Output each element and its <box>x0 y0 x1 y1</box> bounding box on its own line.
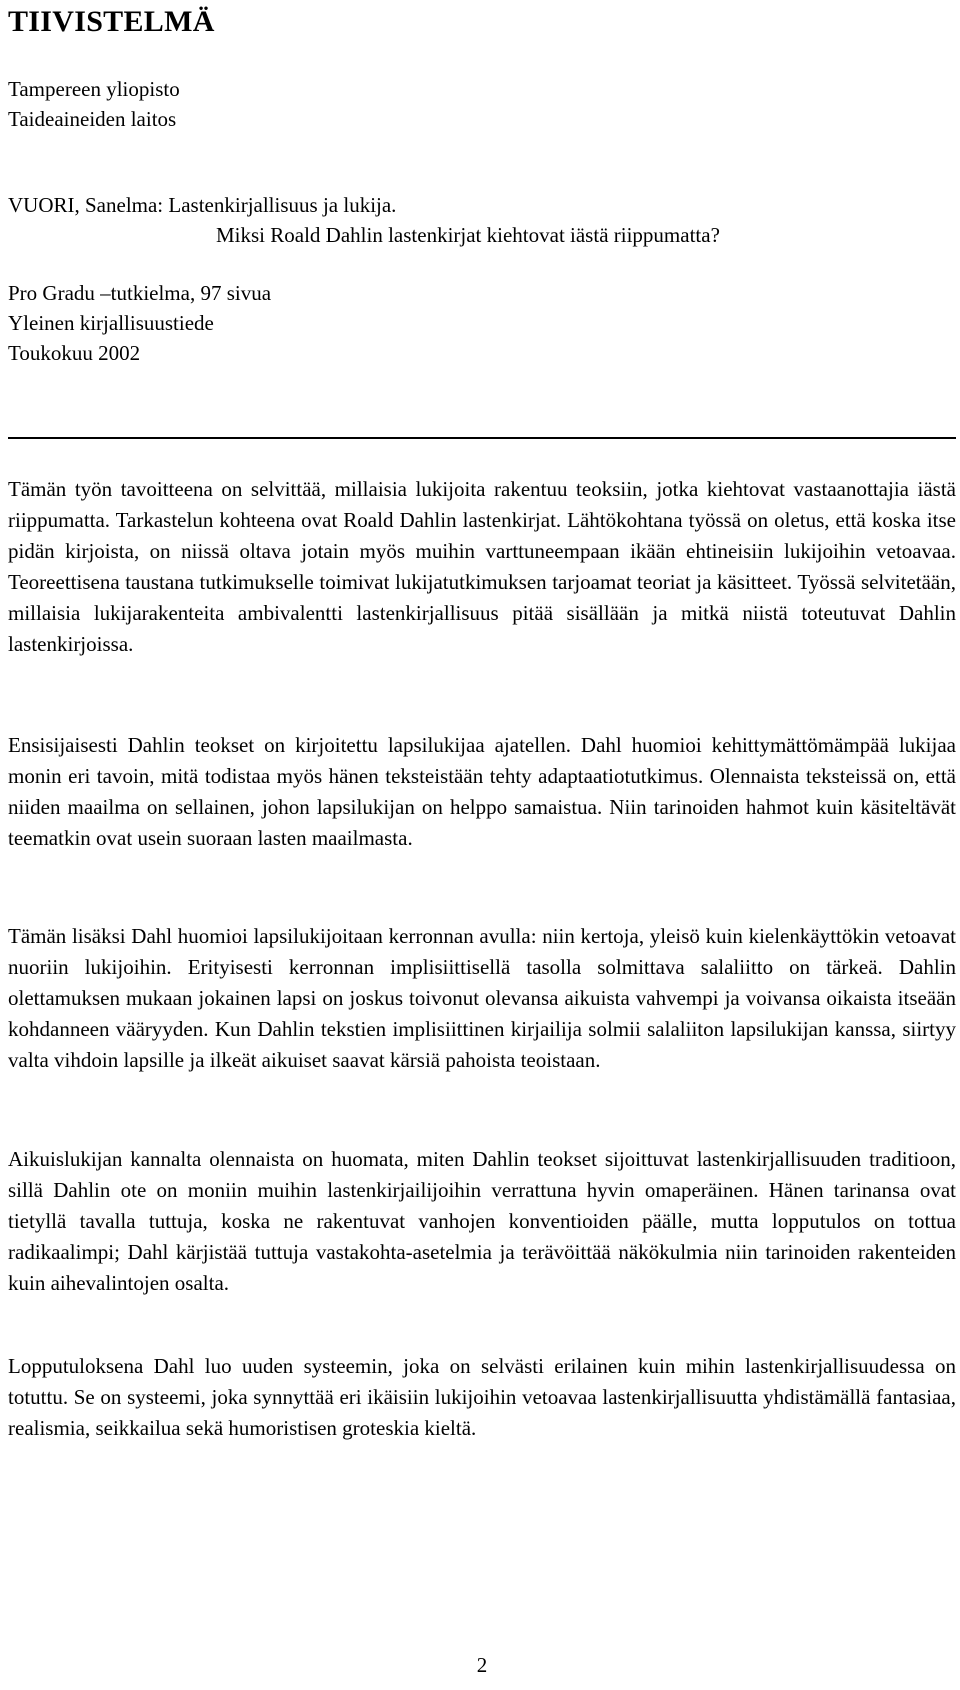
thesis-subtitle: Miksi Roald Dahlin lastenkirjat kiehtovat iästä riippumatta? <box>216 223 720 247</box>
abstract-paragraph-3: Tämän lisäksi Dahl huomioi lapsilukijoitaan kerronnan avulla: niin kertoja, yleisö kuin kielenkäyttökin vetoavat nuoriin lukijoihin. Erityisesti kerronnan implisiittisellä tasolla solmittava salaliitto on tärkeä. Dahlin olettamuksen mukaan jokainen lapsi on joskus toivonut olevansa aikuista vahvempi ja voivansa oikaista itseään kohdanneen vääryyden. Kun Dahlin tekstien implisiittinen kirjailija solmii salaliiton lapsilukijan kanssa, siirtyy valta vihdoin lapsille ja ilkeät aikuiset saavat kärsiä pahoista teoistaan. <box>8 924 956 1072</box>
abstract-paragraph-5: Lopputuloksena Dahl luo uuden systeemin, joka on selvästi erilainen kuin mihin lastenkirjallisuudessa on totuttu. Se on systeemi, joka synnyttää eri ikäisiin lukijoihin vetoavaa lastenkirjallisuutta yhdistämällä fantasiaa, realismia, seikkailua sekä humoristisen groteskia kieltä. <box>8 1354 956 1440</box>
department-name: Taideaineiden laitos <box>8 107 177 131</box>
abstract-paragraph-2: Ensisijaisesti Dahlin teokset on kirjoitettu lapsilukijaa ajatellen. Dahl huomioi kehittymättömämpää lukijaa monin eri tavoin, mitä todistaa myös hänen teksteistään tehty adaptaatiotutkimus. Olennaista teksteissä on, että niiden maailma on sellainen, johon lapsilukijan on helppo samaistua. Niin tarinoiden hahmot kuin käsiteltävät teematkin ovat usein suoraan lasten maailmasta. <box>8 733 956 850</box>
page-title: TIIVISTELMÄ <box>8 5 215 38</box>
thesis-type: Pro Gradu –tutkielma, 97 sivua <box>8 281 272 305</box>
horizontal-rule <box>8 437 956 439</box>
author-and-title: VUORI, Sanelma: Lastenkirjallisuus ja lukija. <box>8 193 397 217</box>
abstract-paragraph-4: Aikuislukijan kannalta olennaista on huomata, miten Dahlin teokset sijoittuvat lastenkirjallisuuden traditioon, sillä Dahlin ote on moniin muihin lastenkirjailijoihin verrattuna hyvin omaperäinen. Hänen tarinansa ovat tietyllä tavalla tuttuja, koska ne rakentuvat vanhojen konventioiden päälle, mutta lopputulos on tottua radikaalimpi; Dahl kärjistää tuttuja vastakohta-asetelmia ja terävöittää näkökulmia niin tarinoiden rakenteiden kuin aihevalintojen osalta. <box>8 1147 956 1295</box>
university-name: Tampereen yliopisto <box>8 77 180 101</box>
abstract-paragraph-1: Tämän työn tavoitteena on selvittää, millaisia lukijoita rakentuu teoksiin, jotka kiehtovat vastaanottajia iästä riippumatta. Tarkastelun kohteena ovat Roald Dahlin lastenkirjat. Lähtökohtana työssä on oletus, että koska itse pidän kirjoista, on niissä oltava jotain myös muihin varttuneempaan ikään ehtineisiin lukijoihin vetoavaa. Teoreettisena taustana tutkimukselle toimivat lukijatutkimuksen tarjoamat teoriat ja käsitteet. Työssä selvitetään, millaisia lukijarakenteita ambivalentti lastenkirjallisuus pitää sisällään ja mitkä niistä toteutuvat Dahlin lastenkirjoissa. <box>8 477 956 656</box>
document-page <box>8 0 956 1690</box>
subject-field: Yleinen kirjallisuustiede <box>8 311 214 335</box>
thesis-date: Toukokuu 2002 <box>8 341 141 365</box>
page-number: 2 <box>476 1653 488 1677</box>
